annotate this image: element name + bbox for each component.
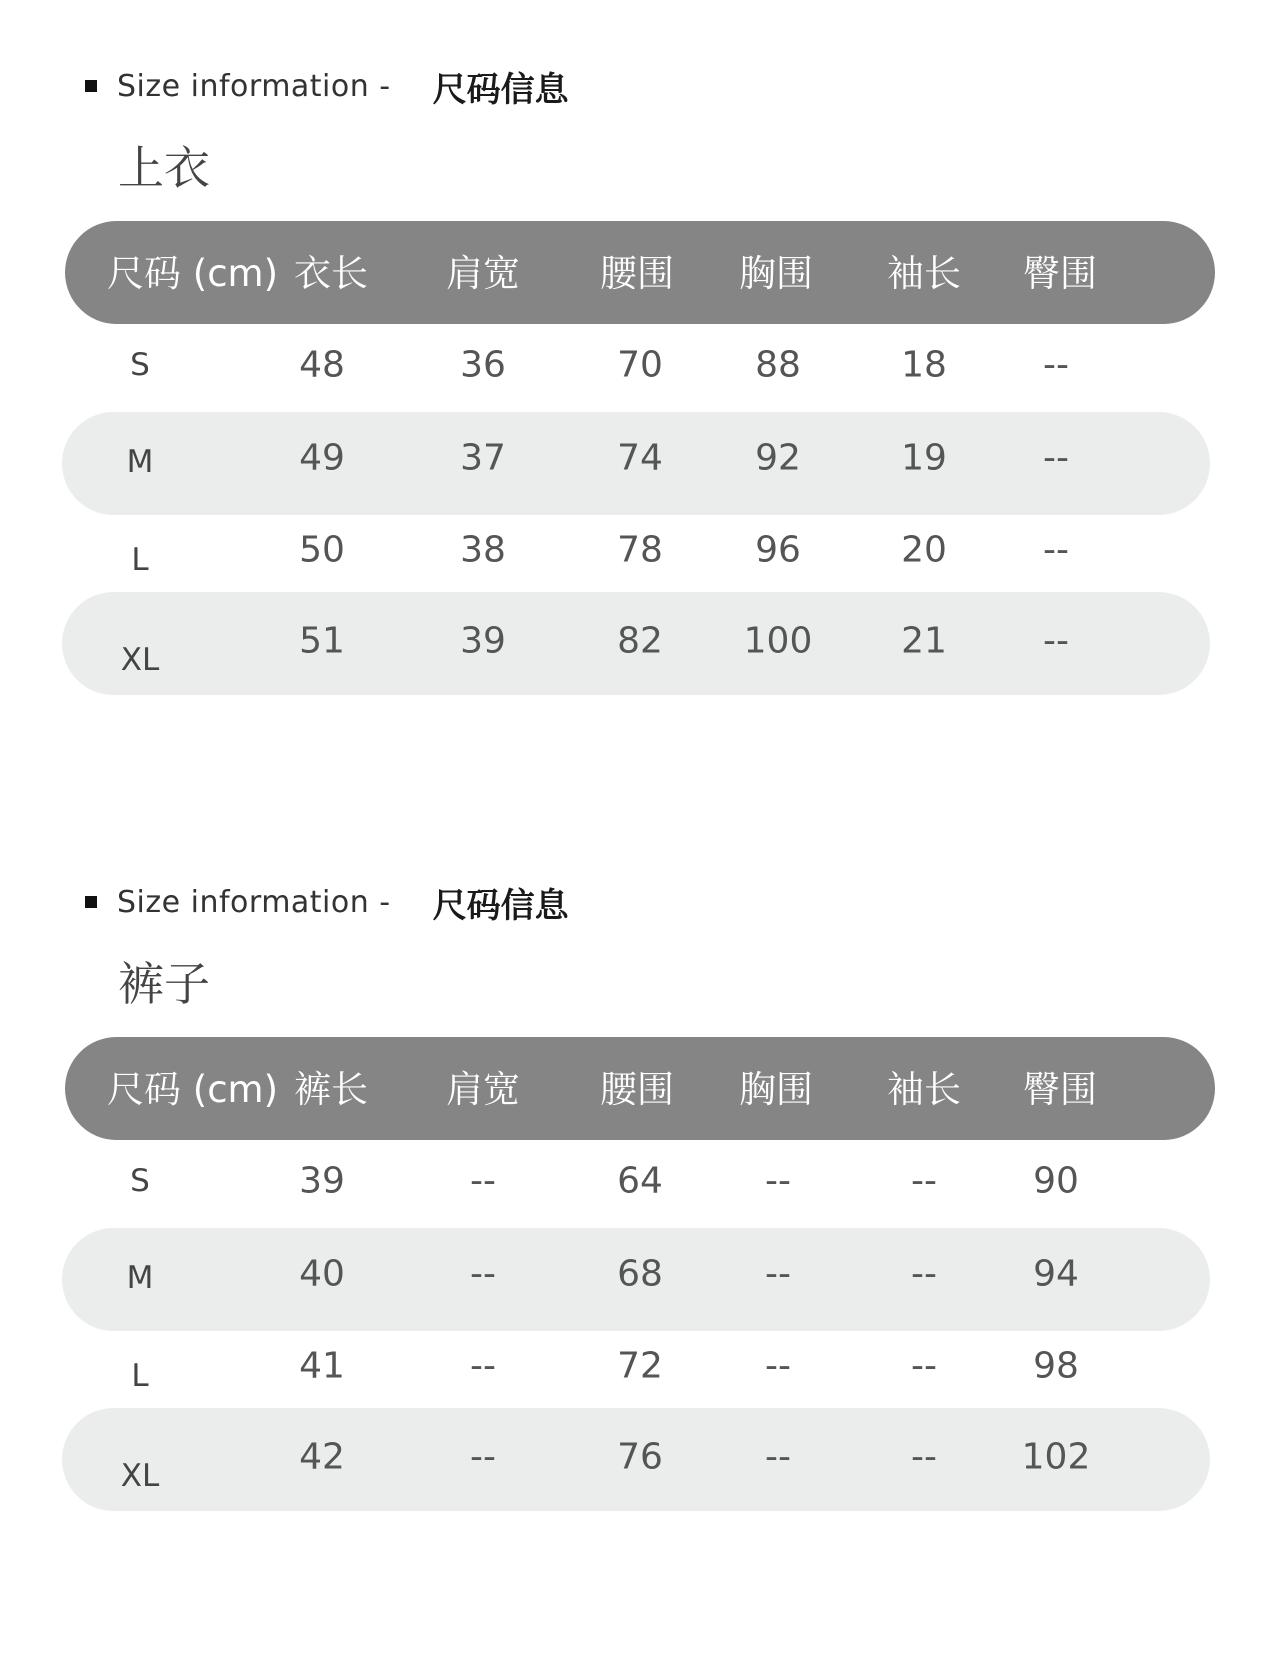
table-cell: 51 (299, 620, 345, 662)
table-cell: 74 (617, 437, 663, 479)
size-label: M (126, 444, 154, 480)
table-cell: 20 (901, 529, 947, 571)
table-cell: 49 (299, 437, 345, 479)
column-header: 尺码 (cm) (107, 252, 279, 295)
square-bullet-icon (85, 896, 97, 908)
table-cell: -- (1043, 529, 1069, 571)
column-header: 肩宽 (446, 1068, 520, 1111)
table-cell: 37 (460, 437, 506, 479)
size-info-heading (85, 882, 569, 926)
table-cell: -- (1043, 344, 1069, 386)
column-header: 胸围 (739, 252, 813, 295)
table-cell: 68 (617, 1253, 663, 1295)
table-cell: -- (911, 1253, 937, 1295)
table-cell: 19 (901, 437, 947, 479)
table-cell: 39 (460, 620, 506, 662)
table-cell: -- (765, 1345, 791, 1387)
table-cell: 102 (1021, 1436, 1091, 1478)
size-info-label-zh: 尺码信息 (432, 69, 569, 110)
table-cell: -- (765, 1160, 791, 1202)
column-header: 腰围 (600, 1068, 674, 1111)
column-header: 胸围 (739, 1068, 813, 1111)
table-cell: 50 (299, 529, 345, 571)
table-cell: 98 (1033, 1345, 1079, 1387)
table-cell: -- (911, 1160, 937, 1202)
table-cell: 18 (901, 344, 947, 386)
table-cell: 92 (755, 437, 801, 479)
table-cell: 42 (299, 1436, 345, 1478)
table-cell: -- (765, 1253, 791, 1295)
table-cell: 96 (755, 529, 801, 571)
table-cell: 64 (617, 1160, 663, 1202)
table-cell: 88 (755, 344, 801, 386)
table-cell: 76 (617, 1436, 663, 1478)
table-cell: -- (470, 1160, 496, 1202)
square-bullet-icon (85, 80, 97, 92)
table-cell: -- (765, 1436, 791, 1478)
size-label: S (130, 347, 150, 383)
table-cell: -- (1043, 437, 1069, 479)
column-header: 腰围 (600, 252, 674, 295)
table-cell: 82 (617, 620, 663, 662)
column-header: 臀围 (1023, 252, 1097, 295)
column-header: 袖长 (887, 1068, 961, 1111)
section-title-pants: 裤子 (118, 957, 210, 1011)
column-header: 肩宽 (446, 252, 520, 295)
table-cell: 78 (617, 529, 663, 571)
table-cell: 40 (299, 1253, 345, 1295)
table-cell: 72 (617, 1345, 663, 1387)
column-header: 裤长 (294, 1068, 368, 1111)
table-cell: 94 (1033, 1253, 1079, 1295)
table-cell: -- (911, 1345, 937, 1387)
column-header: 衣长 (294, 252, 368, 295)
size-label: M (126, 1260, 154, 1296)
table-cell: 48 (299, 344, 345, 386)
size-info-label-zh: 尺码信息 (432, 885, 569, 926)
table-cell: -- (911, 1436, 937, 1478)
section-title-tops: 上衣 (118, 141, 210, 195)
table-cell: -- (470, 1345, 496, 1387)
column-header: 袖长 (887, 252, 961, 295)
size-label: XL (120, 1458, 160, 1494)
size-label: S (130, 1163, 150, 1199)
table-cell: 39 (299, 1160, 345, 1202)
table-cell: 41 (299, 1345, 345, 1387)
table-cell: -- (1043, 620, 1069, 662)
table-cell: 21 (901, 620, 947, 662)
size-label: L (131, 542, 149, 578)
table-cell: -- (470, 1253, 496, 1295)
size-info-label: Size information - (117, 68, 391, 104)
size-label: XL (120, 642, 160, 678)
table-cell: 38 (460, 529, 506, 571)
column-header: 臀围 (1023, 1068, 1097, 1111)
table-cell: 70 (617, 344, 663, 386)
table-cell: 36 (460, 344, 506, 386)
size-info-label: Size information - (117, 884, 391, 920)
size-label: L (131, 1358, 149, 1394)
table-cell: 90 (1033, 1160, 1079, 1202)
table-cell: 100 (743, 620, 813, 662)
column-header: 尺码 (cm) (107, 1068, 279, 1111)
table-cell: -- (470, 1436, 496, 1478)
size-info-heading (85, 66, 569, 110)
